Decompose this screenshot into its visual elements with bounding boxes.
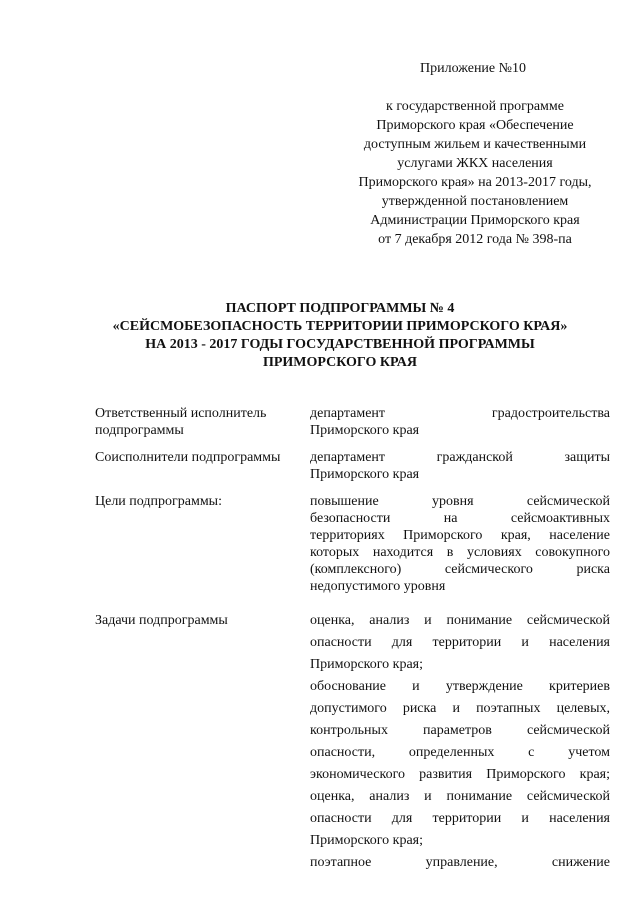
- row-value-line: территориях Приморского края, население: [310, 528, 610, 543]
- row-value-line: допустимого риска и поэтапных целевых,: [310, 701, 610, 716]
- passport-title-line: ПРИМОРСКОГО КРАЯ: [262, 355, 418, 370]
- row-goals: [95, 493, 610, 610]
- appendix-line: услугами ЖКХ населения: [397, 156, 553, 171]
- row-value: [310, 610, 610, 874]
- row-label-line: подпрограммы: [95, 423, 184, 438]
- appendix-line: от 7 декабря 2012 года № 398-па: [378, 232, 572, 247]
- appendix-line: доступным жильем и качественными: [363, 137, 587, 152]
- row-value-line: департамент гражданской защиты: [310, 450, 610, 465]
- row-value-line: опасности для территории и населения: [310, 811, 610, 826]
- row-label-line: Ответственный исполнитель: [95, 406, 267, 421]
- row-responsible-executor: [95, 405, 610, 449]
- row-value-line: Приморского края;: [310, 657, 424, 672]
- row-value-line: оценка, анализ и понимание сейсмической: [310, 613, 610, 628]
- passport-title-line: НА 2013 - 2017 ГОДЫ ГОСУДАРСТВЕННОЙ ПРОГРАММЫ: [145, 337, 535, 352]
- row-value-line: обоснование и утверждение критериев: [310, 679, 610, 694]
- row-value-line: повышение уровня сейсмической: [310, 494, 610, 509]
- passport-title-line: ПАСПОРТ ПОДПРОГРАММЫ № 4: [225, 301, 455, 316]
- appendix-line: к государственной программе: [386, 99, 564, 114]
- appendix-line: Администрации Приморского края: [370, 213, 580, 228]
- row-label-line: Соисполнители подпрограммы: [95, 450, 281, 465]
- row-label: [95, 610, 310, 874]
- row-value-line: (комплексного) сейсмического риска: [310, 562, 610, 577]
- row-value-line: департамент градостроительства: [310, 406, 610, 421]
- row-label: [95, 493, 310, 610]
- row-value-line: оценка, анализ и понимание сейсмической: [310, 789, 610, 804]
- row-label-line: Цели подпрограммы:: [95, 494, 222, 509]
- row-value-line: поэтапное управление, снижение: [310, 855, 610, 870]
- row-value-line: Приморского края: [310, 423, 420, 438]
- row-value-line: экономического развития Приморского края;: [310, 767, 610, 782]
- appendix-line: Приморского края» на 2013-2017 годы,: [358, 175, 592, 190]
- row-value-line: Приморского края;: [310, 833, 424, 848]
- row-label: [95, 405, 310, 449]
- appendix-line: утвержденной постановлением: [381, 194, 569, 209]
- row-tasks: [95, 610, 610, 874]
- row-value-line: безопасности на сейсмоактивных: [310, 511, 610, 526]
- passport-table: [95, 405, 610, 874]
- row-value: [310, 493, 610, 610]
- appendix-line: Приморского края «Обеспечение: [376, 118, 574, 133]
- row-value-line: Приморского края: [310, 467, 420, 482]
- row-value-line: контрольных параметров сейсмической: [310, 723, 610, 738]
- passport-title-line: «СЕЙСМОБЕЗОПАСНОСТЬ ТЕРРИТОРИИ ПРИМОРСКОГО КРАЯ»: [112, 319, 568, 334]
- row-value-line: опасности, определенных с учетом: [310, 745, 610, 760]
- row-label-line: Задачи подпрограммы: [95, 613, 228, 628]
- appendix-title: Приложение №10: [420, 61, 526, 76]
- passport-title: [70, 300, 610, 372]
- row-value: [310, 449, 610, 493]
- row-value-line: недопустимого уровня: [310, 579, 446, 594]
- row-value: [310, 405, 610, 449]
- row-label: [95, 449, 310, 493]
- row-value-line: которых находится в условиях совокупного: [310, 545, 610, 560]
- row-value-line: опасности для территории и населения: [310, 635, 610, 650]
- row-co-executors: [95, 449, 610, 493]
- appendix-text: [340, 97, 610, 249]
